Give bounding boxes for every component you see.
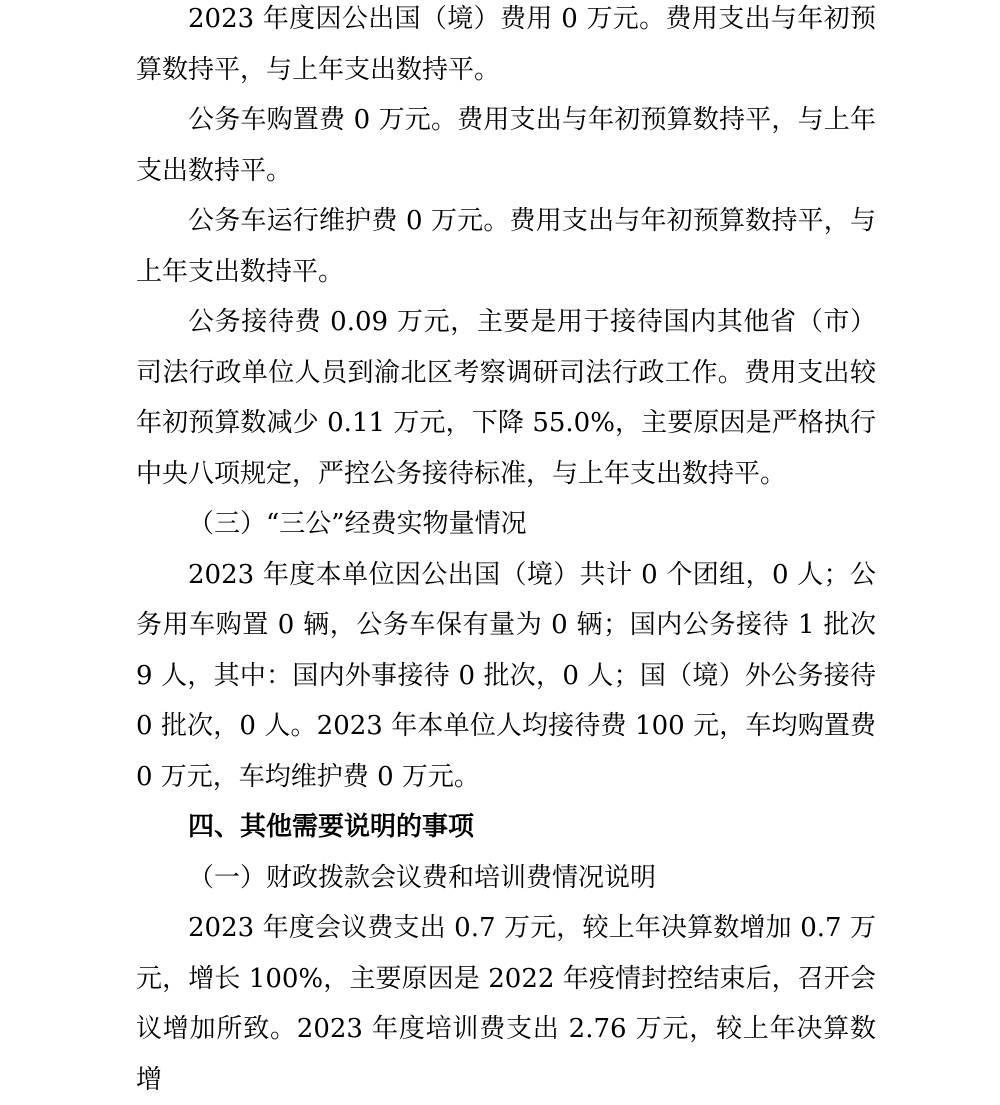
paragraph-vehicle-purchase-cost: 公务车购置费 0 万元。费用支出与年初预算数持平，与上年支出数持平。: [136, 105, 876, 186]
section-heading-other-matters: 四、其他需要说明的事项: [188, 812, 475, 842]
paragraph-reception-cost: 公务接待费 0.09 万元，主要是用于接待国内其他省（市）司法行政单位人员到渝北区考察调研司法行政工作。费用支出较年初预算数减少 0.11 万元，下降 55.0%，主要原因是严格执行中央八项规定，严控公务接待标准，与上年支出数持平。: [136, 307, 876, 489]
paragraph-physical-quantity: 2023 年度本单位因公出国（境）共计 0 个团组，0 人；公务用车购置 0 辆，公务车保有量为 0 辆；国内公务接待 1 批次 9 人，其中：国内外事接待 0 批次，0 人；国（境）外公务接待 0 批次，0 人。2023 年本单位人均接待费 100 元，车均购置费 0 万元，车均维护费 0 万元。: [136, 559, 876, 792]
paragraph-overseas-travel-cost: 2023 年度因公出国（境）费用 0 万元。费用支出与年初预算数持平，与上年支出数持平。: [136, 4, 876, 85]
subheading-physical-quantity: （三）“三公”经费实物量情况: [188, 509, 527, 539]
paragraph-meeting-training-cost: 2023 年度会议费支出 0.7 万元，较上年决算数增加 0.7 万元，增长 100%，主要原因是 2022 年疫情封控结束后，召开会议增加所致。2023 年度培训费支出 2.76 万元，较上年决算数增: [136, 913, 876, 1095]
paragraph-vehicle-maintenance-cost: 公务车运行维护费 0 万元。费用支出与年初预算数持平，与上年支出数持平。: [136, 206, 876, 287]
document-page: [136, 0, 876, 1105]
subheading-meeting-training: （一）财政拨款会议费和培训费情况说明: [188, 862, 657, 893]
